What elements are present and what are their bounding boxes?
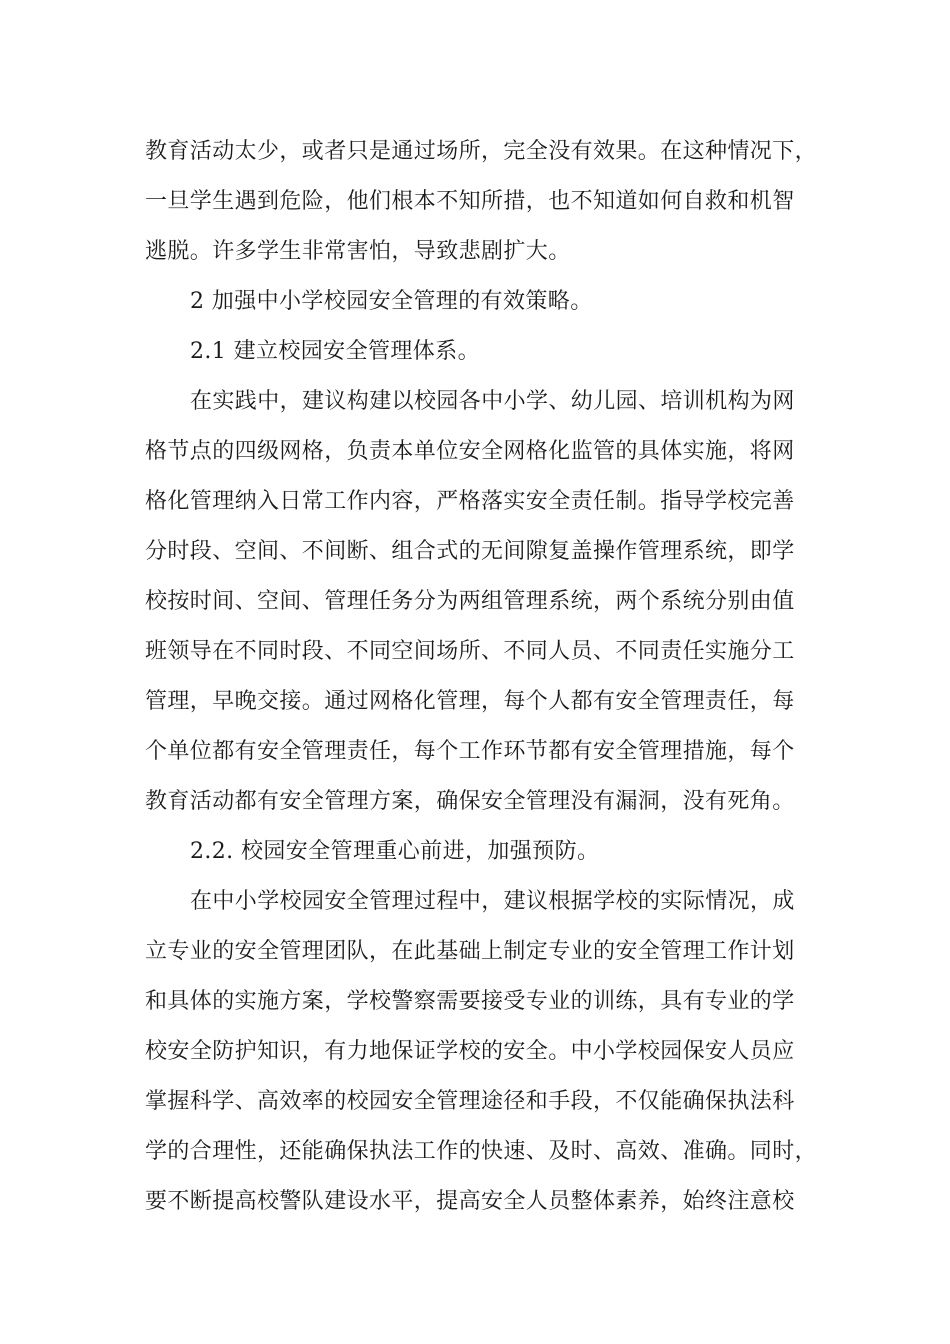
body-text-line: 班领导在不同时段、不同空间场所、不同人员、不同责任实施分工: [145, 639, 795, 664]
body-text-line: 和具体的实施方案，学校警察需要接受专业的训练，具有专业的学: [145, 989, 795, 1014]
body-text-line: 要不断提高校警队建设水平，提高安全人员整体素养，始终注意校: [145, 1189, 795, 1214]
body-text-line: 管理，早晚交接。通过网格化管理，每个人都有安全管理责任，每: [145, 689, 795, 714]
body-text-line: 一旦学生遇到危险，他们根本不知所措，也不知道如何自救和机智: [145, 189, 795, 214]
body-text-line: 教育活动太少，或者只是通过场所，完全没有效果。在这种情况下，: [145, 139, 818, 164]
body-text-line: 立专业的安全管理团队，在此基础上制定专业的安全管理工作计划: [145, 939, 795, 964]
body-text-line: 校安全防护知识，有力地保证学校的安全。中小学校园保安人员应: [145, 1039, 795, 1064]
subsection-heading: 2.1 建立校园安全管理体系。: [190, 339, 480, 364]
body-text-line: 分时段、空间、不间断、组合式的无间隙复盖操作管理系统，即学: [145, 539, 795, 564]
body-text-line: 学的合理性，还能确保执法工作的快速、及时、高效、准确。同时，: [145, 1139, 818, 1164]
body-text-line: 教育活动都有安全管理方案，确保安全管理没有漏洞，没有死角。: [145, 789, 795, 814]
body-text-line: 逃脱。许多学生非常害怕，导致悲剧扩大。: [145, 239, 571, 264]
subsection-heading: 2.2. 校园安全管理重心前进，加强预防。: [190, 839, 600, 864]
body-text-line: 校按时间、空间、管理任务分为两组管理系统，两个系统分别由值: [145, 589, 795, 614]
body-text-line: 在实践中，建议构建以校园各中小学、幼儿园、培训机构为网: [190, 389, 795, 414]
body-text-line: 掌握科学、高效率的校园安全管理途径和手段，不仅能确保执法科: [145, 1089, 795, 1114]
body-text-line: 个单位都有安全管理责任，每个工作环节都有安全管理措施，每个: [145, 739, 795, 764]
section-heading: 2 加强中小学校园安全管理的有效策略。: [190, 289, 593, 314]
body-text-line: 在中小学校园安全管理过程中，建议根据学校的实际情况，成: [190, 889, 795, 914]
body-text-line: 格节点的四级网格，负责本单位安全网格化监管的具体实施，将网: [145, 439, 795, 464]
body-text-line: 格化管理纳入日常工作内容，严格落实安全责任制。指导学校完善: [145, 489, 795, 514]
